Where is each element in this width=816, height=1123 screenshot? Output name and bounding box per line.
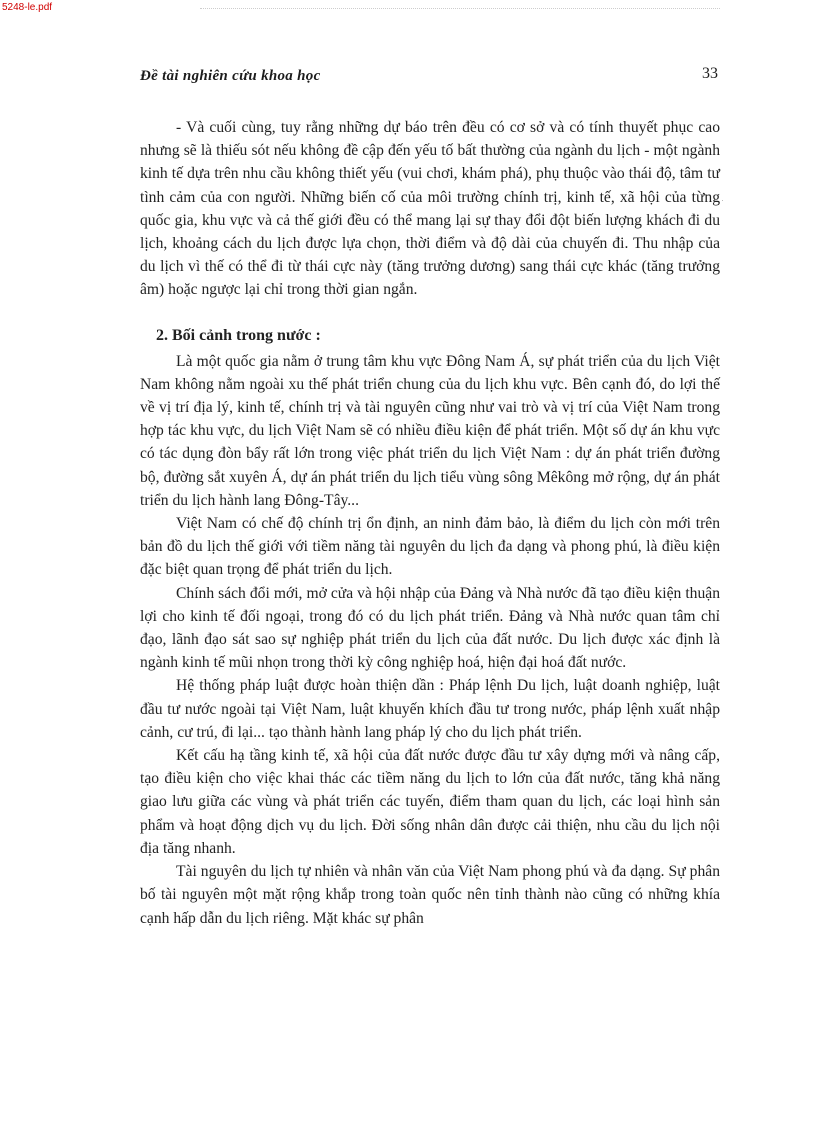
paragraph-tourism-resources: Tài nguyên du lịch tự nhiên và nhân văn của Việt Nam phong phú và đa dạng. Sự phân bố tài nguyên một mặt rộng khắp trong toàn quốc nên tỉnh thành nào cũng có những khía cạnh hấp dẫn du lịch riêng. Mặt khác sự phân bbox=[140, 863, 720, 927]
section-heading: 2. Bối cảnh trong nước : bbox=[156, 326, 321, 344]
page-number: 33 bbox=[702, 65, 718, 82]
paragraph-infrastructure: Kết cấu hạ tầng kinh tế, xã hội của đất nước được đầu tư xây dựng mới và nâng cấp, tạo điều kiện cho việc khai thác các tiềm năng du lịch to lớn của đất nước, tăng khả năng giao lưu giữa các vùng và phát triển các tuyến, điểm tham quan du lịch, các loại hình sản phẩm và hoạt động dịch vụ du lịch. Đời sống nhân dân được cải thiện, nhu cầu du lịch nội địa tăng nhanh. bbox=[140, 747, 720, 857]
scan-artifact-dots bbox=[200, 8, 720, 11]
file-name-label: 5248-le.pdf bbox=[2, 2, 53, 13]
margin-speck bbox=[722, 200, 723, 201]
paragraph-political-stability: Việt Nam có chế độ chính trị ổn định, an ninh đảm bảo, là điểm du lịch còn mới trên bản đồ du lịch thế giới với tiềm năng tài nguyên du lịch đa dạng và phong phú, là điều kiện đặc biệt quan trọng để phát triển du lịch. bbox=[140, 515, 720, 579]
running-header bbox=[140, 62, 720, 94]
paragraph-final-forecast: - Và cuối cùng, tuy rằng những dự báo trên đều có cơ sở và có tính thuyết phục cao nhưng sẽ là thiếu sót nếu không đề cập đến yếu tố bất thường của ngành du lịch - một ngành kinh tế dựa trên nhu cầu không thiết yếu (vui chơi, khám phá), phụ thuộc vào thái độ, tâm tư tình cảm của con người. Những biến cố của môi trường chính trị, kinh tế, xã hội của từng quốc gia, khu vực và cả thế giới đều có thể mang lại sự thay đổi đột biến lượng khách đi du lịch, khoảng cách du lịch được lựa chọn, thời điểm và độ dài của chuyến đi. Thu nhập của du lịch vì thế có thể đi từ thái cực này (tăng trưởng dương) sang thái cực khác (tăng trưởng âm) hoặc ngược lại chỉ trong thời gian ngắn. bbox=[140, 119, 720, 299]
running-header-title: Đề tài nghiên cứu khoa học bbox=[140, 68, 321, 84]
paragraph-legal-system: Hệ thống pháp luật được hoàn thiện dần : Pháp lệnh Du lịch, luật doanh nghiệp, luật đầu tư nước ngoài tại Việt Nam, luật khuyến khích đầu tư trong nước, pháp lệnh xuất nhập cảnh, cư trú, đi lại... tạo thành hành lang pháp lý cho du lịch phát triển. bbox=[140, 677, 720, 741]
body-text bbox=[140, 116, 720, 930]
document-page bbox=[140, 62, 720, 930]
paragraph-reform-policy: Chính sách đổi mới, mở cửa và hội nhập của Đảng và Nhà nước đã tạo điều kiện thuận lợi cho kinh tế đối ngoại, trong đó có du lịch phát triển. Đảng và Nhà nước quan tâm chỉ đạo, lãnh đạo sát sao sự nghiệp phát triển du lịch của đất nước. Du lịch được xác định là ngành kinh tế mũi nhọn trong thời kỳ công nghiệp hoá, hiện đại hoá đất nước. bbox=[140, 584, 720, 672]
paragraph-regional-position: Là một quốc gia nằm ở trung tâm khu vực Đông Nam Á, sự phát triển của du lịch Việt Nam không nằm ngoài xu thế phát triển chung của du lịch khu vực. Bên cạnh đó, do lợi thế về vị trí địa lý, kinh tế, chính trị và tài nguyên cũng như vai trò và vị trí của Việt Nam trong hợp tác khu vực, du lịch Việt Nam sẽ có nhiều điều kiện để phát triển. Một số dự án khu vực có tác dụng đòn bẩy rất lớn trong việc phát triển du lịch Việt Nam : dự án phát triển đường bộ, đường sắt xuyên Á, dự án phát triển du lịch tiểu vùng sông Mêkông mở rộng, dự án phát triển du lịch hành lang Đông-Tây... bbox=[140, 352, 720, 509]
